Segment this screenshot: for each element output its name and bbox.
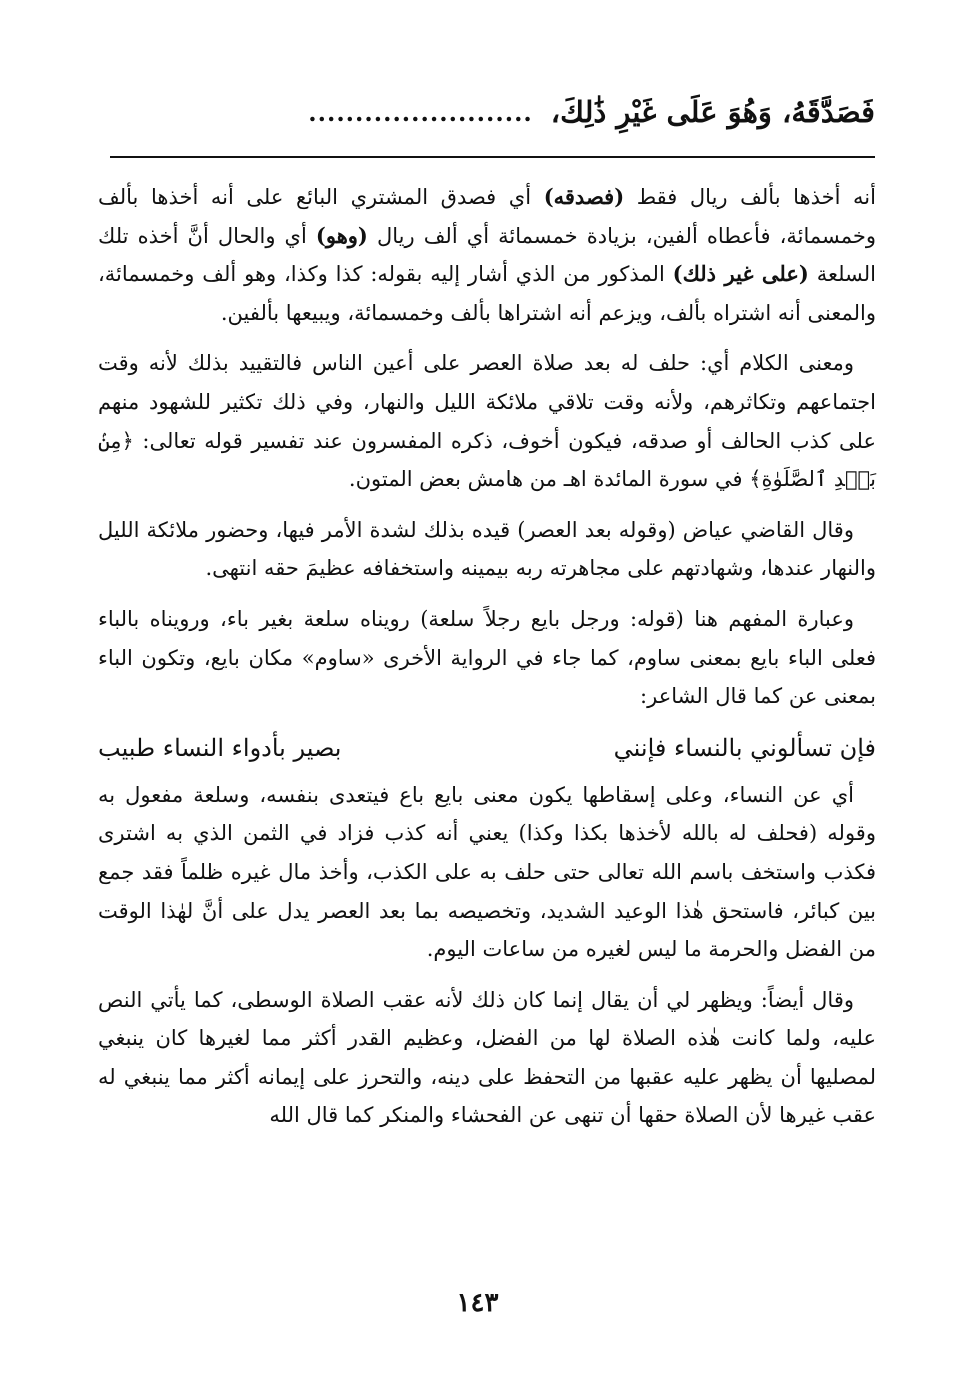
quoted-keyword: (فصدقه) bbox=[543, 184, 625, 209]
hadith-text-header bbox=[100, 84, 875, 140]
ellipsis-dots: ........................ bbox=[308, 97, 533, 127]
paragraph-text: المذكور من الذي أشار إليه بقوله: كذا وكذا، وهو ألف وخمسمائة، والمعنى أنه اشتراه بألف، ويزعم أنه اشتراها بألف وخمسمائة، ويبيعها بألفين. bbox=[98, 262, 876, 325]
commentary-body bbox=[98, 178, 876, 1147]
commentary-paragraph bbox=[98, 981, 876, 1135]
commentary-paragraphs-after bbox=[98, 776, 876, 1135]
paragraph-text: وعبارة المفهم هنا (قوله: ورجل بايع رجلاً سلعة) رويناه سلعة بغير باء، ورويناه بالباء فعلى الباء بايع بمعنى ساوم، كما جاء في الرواية الأخرى «ساوم» مكان بايع، وتكون الباء بمعنى عن كما قال الشاعر: bbox=[98, 606, 876, 709]
page-number: ١٤٣ bbox=[456, 1288, 499, 1318]
hadith-excerpt: فَصَدَّقَهُ، وَهُوَ عَلَى غَيْرِ ذَٰلِكَ، bbox=[550, 95, 875, 129]
quoted-keyword: (على غير ذلك) bbox=[672, 261, 809, 287]
separator-rule bbox=[110, 156, 875, 158]
paragraph-text: أنه أخذها بألف ريال فقط bbox=[624, 185, 876, 209]
commentary-paragraph bbox=[98, 776, 876, 969]
commentary-paragraph bbox=[98, 178, 876, 332]
paragraph-text: وقال القاضي عياض (وقوله بعد العصر) قيده بذلك لشدة الأمر فيها، وحضور ملائكة الليل والنهار عندها، وشهادتهم على مجاهرته ربه بيمينه واستخفافه عظيمَ حقه انتهى. bbox=[98, 517, 876, 581]
commentary-paragraph bbox=[98, 344, 876, 498]
poem-second-hemistich: بصير بأدواء النساء طبيب bbox=[98, 733, 342, 762]
commentary-paragraphs-before bbox=[98, 178, 876, 716]
paragraph-text: أي فصدق المشتري البائع على أنه أخذها بألف وخمسمائة، فأعطاه ألفين، بزيادة خمسمائة أي ألف ريال bbox=[98, 185, 876, 248]
commentary-paragraph bbox=[98, 511, 876, 588]
poem-verse bbox=[98, 728, 876, 768]
paragraph-text: أي والحال أنَّ أخذه تلك السلعة bbox=[98, 223, 877, 287]
commentary-paragraph bbox=[98, 600, 876, 716]
paragraph-text: وقال أيضاً: ويظهر لي أن يقال إنما كان ذلك لأنه عقب الصلاة الوسطى، كما يأتي النص عليه، ولما كانت هٰذه الصلاة لها من الفضل، وعظيم القدر أكثر مما لغيرها كان ينبغي لمصليها أن يظهر عليه عقبها من التحفظ على دينه، والتحرز على إيمانه أكثر مما ينبغي له عقب غيرها لأن الصلاة حقها أن تنهى عن الفحشاء والمنكر كما قال الله bbox=[98, 987, 876, 1128]
poem-first-hemistich: فإن تسألوني بالنساء فإنني bbox=[613, 733, 876, 762]
quoted-keyword: (وهو) bbox=[315, 222, 368, 248]
paragraph-text: أي عن النساء، وعلى إسقاطها يكون معنى بايع باع فيتعدى بنفسه، وسلعة مفعول به وقوله (فحلف له بالله لأخذها بكذا وكذا) يعني أنه كذب فزاد في الثمن الذي به اشترى فكذب واستخف باسم الله تعالى حتى حلف به على الكذب، وأخذ مال غيره ظلماً فقد جمع بين كبائر، فاستحق هٰذا الوعيد الشديد، وتخصيصه بما بعد العصر يدل على أنَّ لهٰذا الوقت من الفضل والحرمة ما ليس لغيره من ساعات اليوم. bbox=[98, 782, 876, 962]
paragraph-text: ومعنى الكلام أي: حلف له بعد صلاة العصر على أعين الناس فالتقييد بذلك لأنه وقت اجتماعهم وتكاثرهم، ولأنه وقت تلاقي ملائكة الليل والنهار، وفي ذلك تكثير للشهود منهم على كذب الحالف أو صدقه، فيكون أخوف، ذكره المفسرون عند تفسير قوله تعالى: ﴿مِنۢ بَعۡدِ ٱلصَّلَوٰةِ﴾ في سورة المائدة اهـ من هامش بعض المتون. bbox=[98, 351, 876, 492]
